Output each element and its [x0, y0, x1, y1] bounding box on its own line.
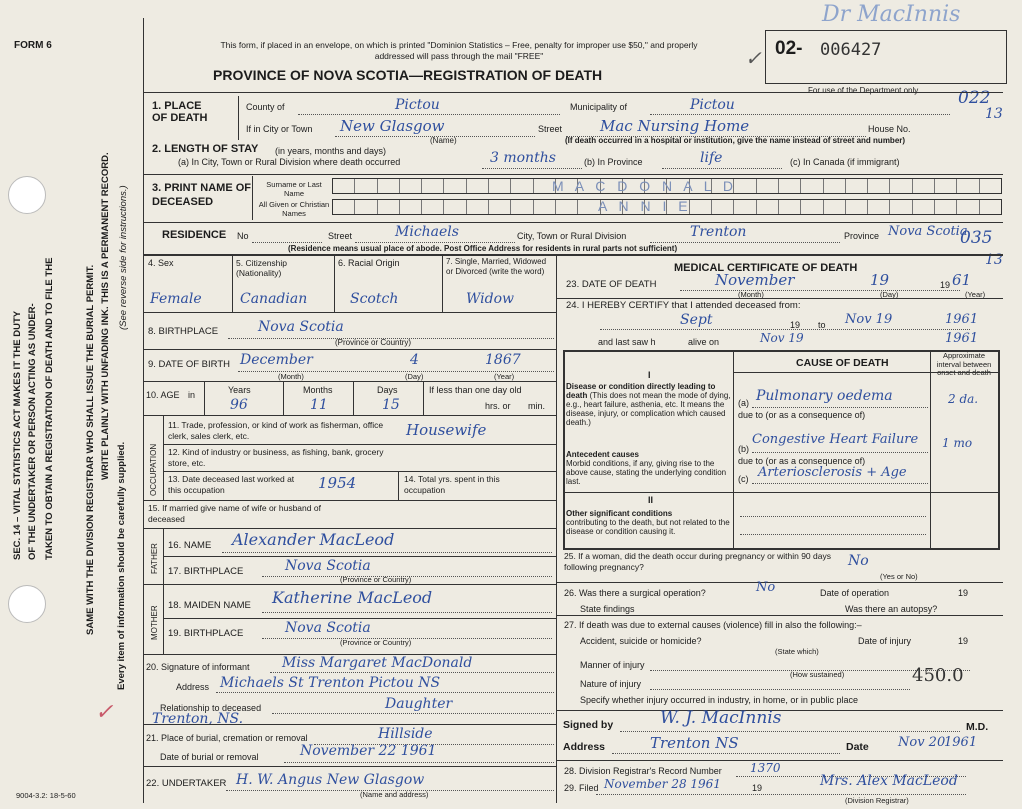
- industry-label: 12. Kind of industry or business, as fishing, bank, grocery store, etc.: [168, 447, 384, 468]
- md-label: M.D.: [966, 721, 989, 733]
- less-than-day-label: If less than one day old: [429, 385, 522, 395]
- other-conditions-note: contributing to the death, but not related to the disease or condition causing it.: [566, 518, 730, 536]
- binder-hole-bottom: [8, 585, 46, 623]
- other-conditions-label: [566, 509, 732, 536]
- injury-year-prefix: 19: [958, 636, 969, 646]
- given-names-value: A N N I E: [598, 198, 692, 214]
- informant-address-label: Address: [176, 682, 210, 692]
- cause-b-letter: (b): [738, 444, 749, 454]
- death-month-value: November: [715, 271, 795, 289]
- footer-code: 9004-3.2: 18-5-60: [16, 791, 76, 800]
- attended-from-year: 19: [790, 320, 801, 330]
- due-to-label-1: due to (or as a consequence of): [738, 410, 866, 420]
- dob-day-caption: (Day): [405, 372, 424, 381]
- cause-a-value: Pulmonary oedema: [756, 388, 893, 404]
- date-of-death-label: 23. DATE OF DEATH: [566, 279, 657, 290]
- father-name-value: Alexander MacLeod: [232, 530, 395, 549]
- house-no-label: House No.: [868, 124, 911, 134]
- hospital-caption: (If death occurred in a hospital or institution, give the name instead of street and number): [565, 136, 906, 145]
- attended-from-value: Sept: [680, 312, 713, 328]
- trade-label: 11. Trade, profession, or kind of work as fisherman, office clerk, sales clerk, etc.: [168, 420, 384, 441]
- injury-date-label: Date of injury: [858, 636, 912, 646]
- citizenship-value: Canadian: [240, 291, 308, 307]
- name-caption: (Name): [430, 136, 457, 145]
- operation-year-prefix: 19: [958, 588, 969, 598]
- dept-code-2: 13: [985, 106, 1003, 122]
- dob-label: 9. DATE OF BIRTH: [148, 359, 230, 370]
- residence-no-label: No: [237, 231, 249, 241]
- county-value: Pictou: [395, 97, 440, 113]
- cause-a-letter: (a): [738, 398, 749, 408]
- relationship-label: Relationship to deceased: [160, 703, 262, 713]
- q27-label: 27. If death was due to external causes (violence) fill in also the following:–: [564, 620, 862, 630]
- mother-birthplace-value: Nova Scotia: [285, 620, 371, 636]
- residence-note: (Residence means usual place of abode. Post Office Address for residents in rural parts not sufficient): [288, 244, 678, 253]
- q25-label: 25. If a woman, did the death occur during pregnancy or within 90 days following pregnancy?: [564, 551, 831, 572]
- father-birthplace-label: 17. BIRTHPLACE: [168, 566, 244, 577]
- dept-code-4: 13: [985, 252, 1003, 268]
- city-label: If in City or Town: [246, 124, 313, 134]
- fee-value: 450.0: [912, 665, 964, 686]
- mother-maiden-label: 18. MAIDEN NAME: [168, 600, 251, 611]
- alive-on-label: alive on: [688, 337, 720, 347]
- address-value: Trenton NS: [650, 734, 739, 752]
- registrar-signature: Mrs. Alex MacLeod: [820, 773, 958, 789]
- dob-year-caption: (Year): [494, 372, 515, 381]
- sustained-caption: (How sustained): [790, 670, 845, 679]
- q26-label: 26. Was there a surgical operation?: [564, 588, 706, 598]
- signed-by-label: Signed by: [563, 719, 614, 731]
- informant-sig-label: 20. Signature of informant: [146, 662, 250, 672]
- specify-label: Specify whether injury occurred in industry, in home, or in public place: [580, 695, 858, 705]
- disease-label: [566, 382, 732, 427]
- street-label: Street: [538, 124, 563, 134]
- margin-line-1: SEC. 14 – VITAL STATISTICS ACT MAKES IT THE DUTY: [12, 310, 23, 560]
- mother-birthplace-caption: (Province or Country): [340, 638, 412, 647]
- father-side-label: FATHER: [150, 543, 159, 574]
- relationship-value: Daughter: [385, 696, 453, 712]
- informant-address-value: Michaels St Trenton Pictou NS: [220, 675, 441, 691]
- marital-value: Widow: [466, 291, 514, 307]
- residence-label: RESIDENCE: [162, 229, 227, 241]
- dob-month-value: December: [240, 352, 313, 368]
- undertaker-value: H. W. Angus New Glasgow: [236, 772, 425, 788]
- birthplace-caption: (Province or Country): [335, 338, 412, 347]
- age-in: in: [188, 390, 196, 400]
- address-label: Address: [563, 741, 606, 753]
- county-label: County of: [246, 102, 285, 112]
- antecedent-label-title: Antecedent causes: [566, 450, 639, 459]
- months-label: Months: [303, 385, 333, 395]
- cause-b-interval: 1 mo: [942, 436, 973, 450]
- death-day-value: 19: [870, 271, 890, 289]
- racial-origin-value: Scotch: [350, 291, 399, 307]
- sex-value: Female: [150, 291, 202, 307]
- q26-answer: No: [756, 580, 776, 595]
- cause-c-value: Arteriosclerosis + Age: [758, 465, 907, 480]
- birthplace-label: 8. BIRTHPLACE: [148, 326, 219, 337]
- margin-line-6: (See reverse side for instructions.): [118, 185, 129, 330]
- margin-line-4: WRITE PLAINLY WITH UNFADING INK. THIS IS A PERMANENT RECORD.: [100, 152, 111, 480]
- top-signature: Dr MacInnis: [822, 2, 961, 27]
- burial-place-value: Hillside: [378, 726, 433, 742]
- alive-on-year: 1961: [945, 331, 979, 346]
- years-label: Years: [228, 385, 251, 395]
- surname-value: M A C D O N A L D: [552, 178, 737, 194]
- date-year-value: 1961: [944, 735, 978, 750]
- age-years-value: 96: [230, 397, 248, 413]
- attended-to-value: Nov 19: [845, 312, 893, 327]
- margin-line-7: OF THE UNDERTAKER OR PERSON ACTING AS UNDER-: [27, 303, 38, 560]
- form-title: PROVINCE OF NOVA SCOTIA—REGISTRATION OF DEATH: [213, 67, 603, 83]
- street-value: Mac Nursing Home: [600, 117, 750, 135]
- q25-caption: (Yes or No): [880, 572, 918, 581]
- cause-b-value: Congestive Heart Failure: [752, 432, 919, 447]
- total-years-label: 14. Total yrs. spent in this occupation: [404, 474, 500, 495]
- hrs-label: hrs. or: [485, 401, 511, 411]
- length-of-stay-sub: (in years, months and days): [275, 146, 387, 156]
- residence-province-label: Province: [844, 231, 880, 241]
- residence-street-value: Michaels: [395, 224, 459, 240]
- father-birthplace-caption: (Province or Country): [340, 575, 412, 584]
- binder-hole-top: [8, 176, 46, 214]
- age-months-value: 11: [310, 397, 328, 413]
- burial-date-label: Date of burial or removal: [160, 752, 259, 762]
- burial-place-label: 21. Place of burial, cremation or removal: [146, 733, 308, 743]
- informant-sig-value: Miss Margaret MacDonald: [282, 655, 473, 671]
- dept-code-1: 022: [958, 88, 991, 108]
- q29-year-prefix: 19: [752, 783, 763, 793]
- dob-month-caption: (Month): [278, 372, 304, 381]
- cause-of-death-title: CAUSE OF DEATH: [796, 357, 889, 369]
- medical-certificate-title: MEDICAL CERTIFICATE OF DEATH: [674, 262, 858, 274]
- burial-date-value: November 22 1961: [300, 743, 437, 759]
- q29-value: November 28 1961: [604, 777, 721, 791]
- municipality-value: Pictou: [690, 97, 735, 113]
- deceased-name-label: 3. PRINT NAME OF DECEASED: [152, 182, 252, 208]
- residence-street-label: Street: [328, 231, 353, 241]
- father-name-label: 16. NAME: [168, 540, 212, 551]
- dept-code-3: 035: [960, 228, 993, 248]
- marital-label: 7. Single, Married, Widowed or Divorced (write the word): [446, 257, 547, 276]
- undertaker-caption: (Name and address): [360, 790, 429, 799]
- trade-value: Housewife: [406, 421, 487, 439]
- autopsy-label: Was there an autopsy?: [845, 604, 938, 614]
- stay-a-label: (a) In City, Town or Rural Division where death occurred: [178, 157, 401, 167]
- last-worked-value: 1954: [318, 474, 357, 492]
- age-days-value: 15: [382, 397, 400, 413]
- part-two-label: II: [648, 495, 654, 505]
- due-to-label-2: due to (or as a consequence of): [738, 456, 866, 466]
- stay-a-value: 3 months: [490, 150, 556, 166]
- residence-division-label: City, Town or Rural Division: [517, 231, 627, 241]
- given-names-label: All Given or Christian Names: [258, 200, 330, 218]
- margin-line-2: TAKEN TO OBTAIN A REGISTRATION OF DEATH AND TO FILE THE: [44, 257, 55, 560]
- q28-value: 1370: [750, 761, 781, 775]
- death-year-caption: (Year): [965, 290, 986, 299]
- attended-to-year: 1961: [945, 312, 979, 327]
- interval-header: Approximate interval between onset and death: [936, 351, 992, 377]
- cause-c-letter: (c): [738, 474, 749, 484]
- margin-line-3: SAME WITH THE DIVISION REGISTRAR WHO SHALL ISSUE THE BURIAL PERMIT.: [85, 264, 96, 635]
- registration-prefix: 02-: [775, 38, 803, 59]
- q28-label: 28. Division Registrar's Record Number: [564, 766, 722, 776]
- date-value: Nov 20: [898, 735, 946, 750]
- death-day-caption: (Day): [880, 290, 899, 299]
- mailing-notice: This form, if placed in an envelope, on which is printed "Dominion Statistics – Free, penalty for improper use $50," and properly addressed will pass through the mail "FREE": [220, 40, 698, 61]
- father-birthplace-value: Nova Scotia: [285, 558, 371, 574]
- min-label: min.: [528, 401, 546, 411]
- cause-a-interval: 2 da.: [948, 392, 979, 406]
- form-number: FORM 6: [14, 40, 52, 51]
- spouse-label: 15. If married give name of wife or husband of deceased: [148, 503, 321, 524]
- mother-maiden-value: Katherine MacLeod: [272, 588, 433, 607]
- date-label: Date: [846, 741, 869, 753]
- stay-b-label: (b) In Province: [584, 157, 643, 167]
- mother-side-label: MOTHER: [150, 605, 159, 640]
- municipality-label: Municipality of: [570, 102, 628, 112]
- days-label: Days: [377, 385, 398, 395]
- place-of-death-label: 1. PLACE OF DEATH: [152, 100, 208, 124]
- alive-on-value: Nov 19: [760, 331, 804, 345]
- state-findings-label: State findings: [580, 604, 635, 614]
- age-label: 10. AGE: [146, 390, 180, 400]
- death-month-caption: (Month): [738, 290, 764, 299]
- antecedent-label: [566, 450, 732, 486]
- length-of-stay-label: 2. LENGTH OF STAY: [152, 143, 259, 155]
- city-value: New Glasgow: [340, 117, 445, 135]
- registrar-caption: (Division Registrar): [845, 796, 909, 805]
- q29-label: 29. Filed: [564, 783, 599, 793]
- attended-to-label: to: [818, 320, 826, 330]
- q25-answer: No: [848, 553, 869, 569]
- last-seen-label: and last saw h: [598, 337, 656, 347]
- residence-province-value: Nova Scotia: [888, 224, 968, 239]
- occupation-side-label: OCCUPATION: [149, 443, 158, 496]
- dept-use-label: For use of the Department only: [808, 86, 919, 95]
- antecedent-label-note: Morbid conditions, if any, giving rise to the above cause, stating the underlying condition last.: [566, 459, 727, 486]
- part-one-label: I: [648, 370, 651, 380]
- state-which-caption: (State which): [775, 647, 819, 656]
- nature-label: Nature of injury: [580, 679, 642, 689]
- dob-day-value: 4: [410, 352, 419, 368]
- margin-line-5: Every item of information should be carefully supplied.: [116, 441, 127, 690]
- red-check-mark: ✓: [95, 700, 114, 725]
- stay-c-label: (c) In Canada (if immigrant): [790, 157, 900, 167]
- signed-by-value: W. J. MacInnis: [660, 708, 782, 728]
- undertaker-label: 22. UNDERTAKER: [146, 778, 227, 789]
- death-year-prefix: 19: [940, 280, 951, 290]
- mother-birthplace-label: 19. BIRTHPLACE: [168, 628, 244, 639]
- death-year-value: 61: [952, 271, 972, 289]
- manner-label: Manner of injury: [580, 660, 645, 670]
- stay-b-value: life: [700, 150, 723, 166]
- disease-label-title: Disease or condition directly leading to death: [566, 382, 716, 400]
- surname-label: Surname or Last Name: [266, 180, 322, 198]
- sex-label: 4. Sex: [148, 258, 174, 268]
- accident-label: Accident, suicide or homicide?: [580, 636, 702, 646]
- birthplace-value: Nova Scotia: [258, 319, 344, 335]
- other-conditions-title: Other significant conditions: [566, 509, 673, 518]
- racial-origin-label: 6. Racial Origin: [338, 258, 400, 268]
- certify-label: 24. I HEREBY CERTIFY that I attended deceased from:: [566, 300, 801, 311]
- residence-division-value: Trenton: [690, 224, 747, 240]
- check-mark: ✓: [745, 46, 762, 70]
- operation-date-label: Date of operation: [820, 588, 890, 598]
- disease-label-note: (This does not mean the mode of dying, e.g., heart failure, asthenia, etc. It means the disease, injury, or complication which caused death.): [566, 391, 731, 427]
- last-worked-label: 13. Date deceased last worked at this occupation: [168, 474, 295, 495]
- margin-note: Trenton, NS.: [152, 711, 244, 727]
- registration-number: 006427: [820, 40, 882, 60]
- citizenship-label: 5. Citizenship (Nationality): [236, 258, 288, 278]
- dob-year-value: 1867: [485, 352, 521, 368]
